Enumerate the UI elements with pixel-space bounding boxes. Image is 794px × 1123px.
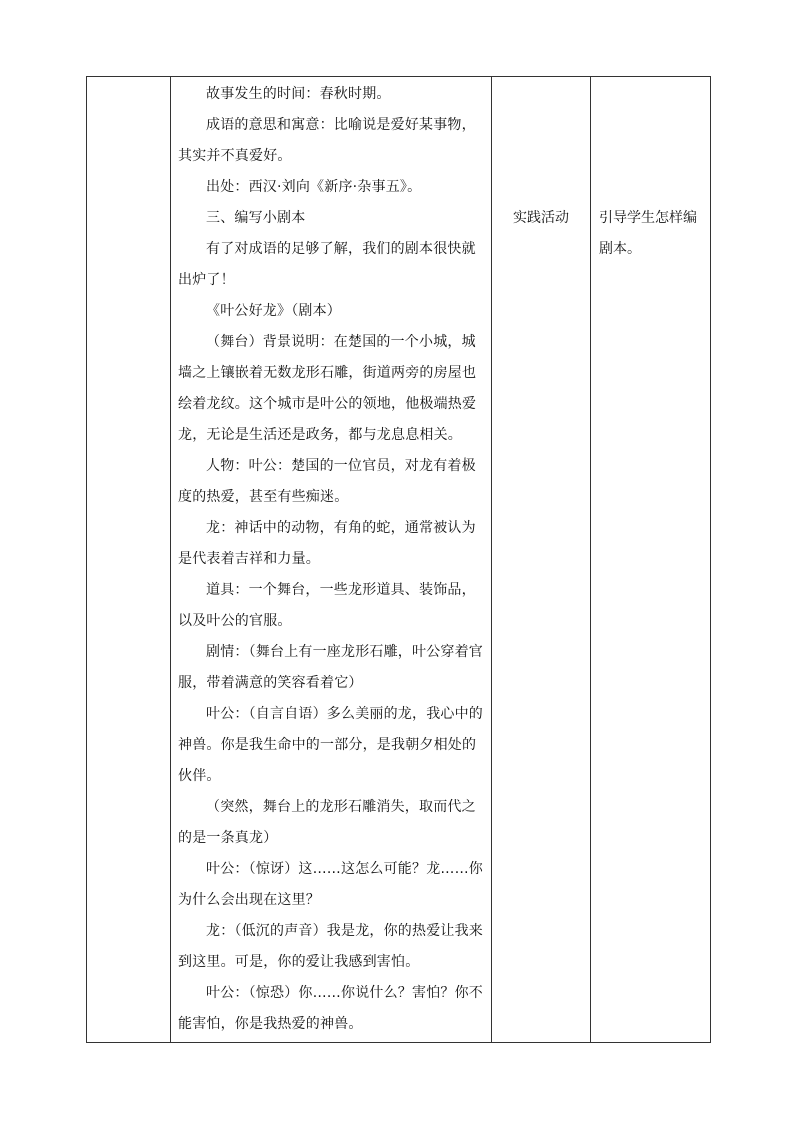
activity-cell: [492, 77, 591, 1043]
props: 道具：一个舞台，一些龙形道具、装饰品，以及叶公的官服。: [178, 582, 476, 629]
dialogue-line: 叶公：（惊讶）这……这怎么可能？龙……你为什么会出现在这里？: [178, 861, 483, 908]
guidance-cell: [591, 77, 711, 1043]
idiom-meaning: 成语的意思和寓意：比喻说是爱好某事物，其实并不真爱好。: [178, 117, 476, 164]
blank-cell: [87, 77, 171, 1043]
lesson-table: [86, 76, 711, 1043]
stage-direction: （突然，舞台上的龙形石雕消失，取而代之的是一条真龙）: [178, 799, 476, 846]
dialogue-line: 龙：（低沉的声音）我是龙，你的热爱让我来到这里。可是，你的爱让我感到害怕。: [178, 923, 483, 970]
script-content: [171, 77, 491, 1040]
plot-intro: 剧情：（舞台上有一座龙形石雕，叶公穿着官服，带着满意的笑容看着它）: [178, 644, 483, 691]
section-heading: 三、编写小剧本: [206, 210, 306, 226]
character-dragon: 龙：神话中的动物，有角的蛇，通常被认为是代表着吉祥和力量。: [178, 520, 476, 567]
idiom-source: 出处：西汉·刘向《新序·杂事五》。: [206, 179, 422, 195]
intro-paragraph: 有了对成语的足够了解，我们的剧本很快就出炉了！: [178, 241, 476, 288]
character-yegong: 人物：叶公：楚国的一位官员，对龙有着极度的热爱，甚至有些痴迷。: [178, 458, 476, 505]
stage-background: （舞台）背景说明：在楚国的一个小城，城墙之上镶嵌着无数龙形石雕，街道两旁的房屋也绘着龙纹。这个城市是叶公的领地，他极端热爱龙，无论是生活还是政务，都与龙息息相关。: [178, 334, 477, 443]
content-cell: [171, 77, 492, 1043]
dialogue-line: 叶公：（自言自语）多么美丽的龙，我心中的神兽。你是我生命中的一部分，是我朝夕相处的伙伴。: [178, 706, 483, 784]
guidance-text: 引导学生怎样编剧本。: [599, 210, 697, 257]
activity-label: 实践活动: [513, 210, 569, 226]
story-time: 故事发生的时间：春秋时期。: [206, 86, 391, 102]
table-row: [87, 77, 711, 1043]
script-title: 《叶公好龙》（剧本）: [206, 303, 341, 319]
dialogue-line: 叶公：（惊恐）你……你说什么？害怕？你不能害怕，你是我热爱的神兽。: [178, 985, 483, 1032]
